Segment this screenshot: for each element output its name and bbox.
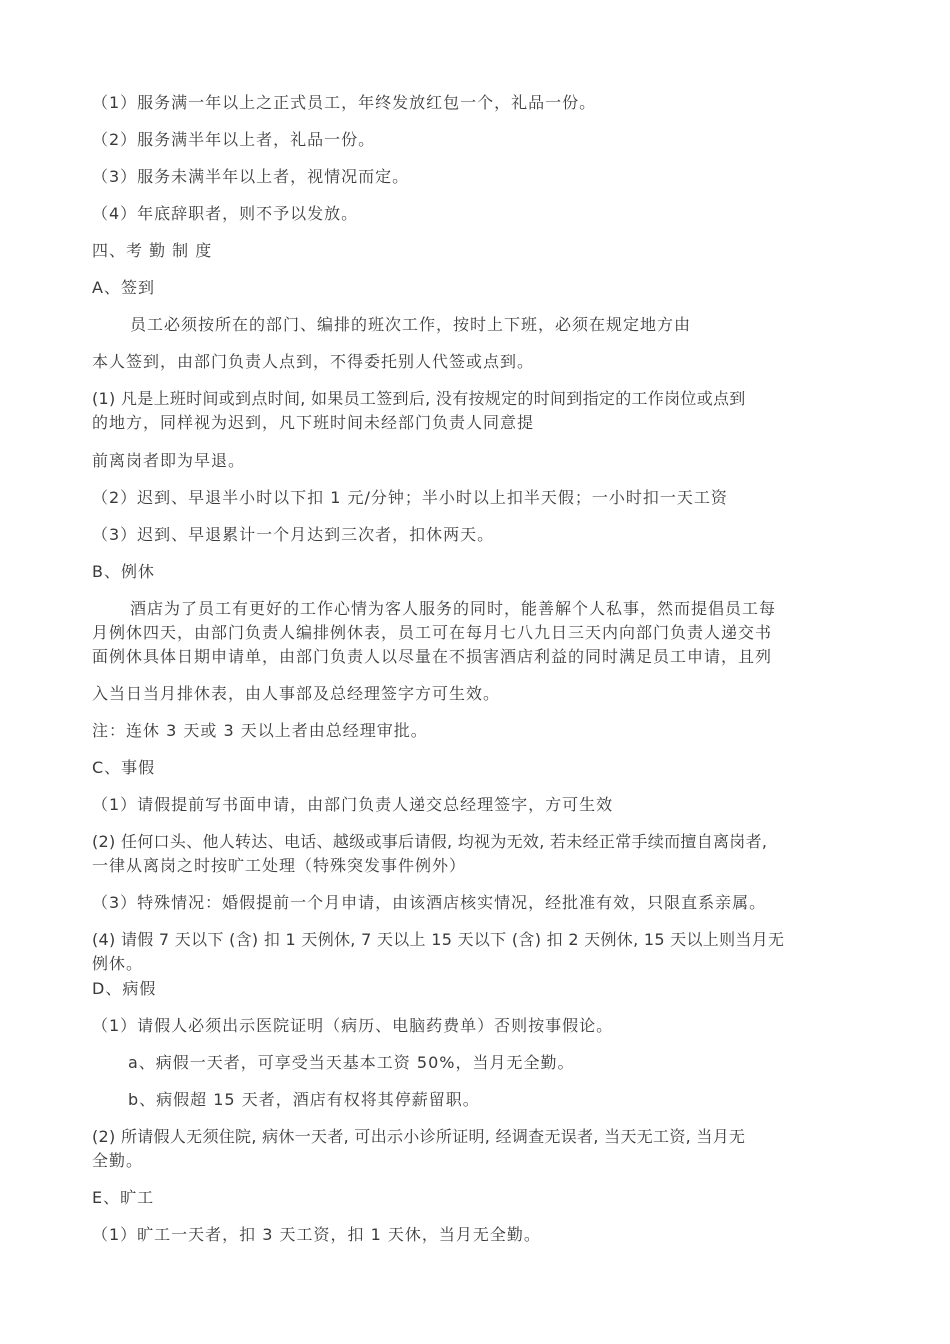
- text-line: 本人签到，由部门负责人点到，不得委托别人代签或点到。: [92, 352, 535, 371]
- text-line: 例休。: [92, 954, 144, 973]
- text-line: (4) 请假 7 天以下 (含) 扣 1 天例休, 7 天以上 15 天以下 (含) 扣 2 天例休, 15 天以上则当月无: [92, 930, 785, 949]
- text-line: 月例休四天，由部门负责人编排例休表，员工可在每月七八九日三天内向部门负责人递交书: [92, 623, 773, 642]
- subsection-heading: E、旷工: [92, 1188, 155, 1207]
- text-line: 的地方，同样视为迟到，凡下班时间未经部门负责人同意提: [92, 413, 535, 432]
- text-line: 一律从离岗之时按旷工处理（特殊突发事件例外）: [92, 856, 467, 875]
- text-line: （1）服务满一年以上之正式员工，年终发放红包一个，礼品一份。: [92, 93, 597, 112]
- note-line: 注：连休 3 天或 3 天以上者由总经理审批。: [92, 721, 428, 740]
- text-line: 全勤。: [92, 1151, 144, 1170]
- section-heading: 四、考 勤 制 度: [92, 241, 213, 260]
- text-line: 酒店为了员工有更好的工作心情为客人服务的同时，能善解个人私事，然而提倡员工每: [130, 599, 777, 618]
- text-line: （3）特殊情况：婚假提前一个月申请，由该酒店核实情况，经批准有效，只限直系亲属。: [92, 893, 767, 912]
- text-line: （1）请假人必须出示医院证明（病历、电脑药费单）否则按事假论。: [92, 1016, 614, 1035]
- text-line: (2) 所请假人无须住院, 病休一天者, 可出示小诊所证明, 经调查无误者, 当天无工资, 当月无: [92, 1127, 746, 1146]
- subsection-heading: C、事假: [92, 758, 156, 777]
- text-line: a、病假一天者，可享受当天基本工资 50%，当月无全勤。: [128, 1053, 575, 1072]
- text-line: （2）服务满半年以上者，礼品一份。: [92, 130, 376, 149]
- text-line: （1）请假提前写书面申请，由部门负责人递交总经理签字，方可生效: [92, 795, 614, 814]
- text-line: （3）服务未满半年以上者，视情况而定。: [92, 167, 410, 186]
- subsection-heading: B、例休: [92, 562, 155, 581]
- text-line: b、病假超 15 天者，酒店有权将其停薪留职。: [128, 1090, 480, 1109]
- text-line: （1）旷工一天者，扣 3 天工资，扣 1 天休，当月无全勤。: [92, 1225, 541, 1244]
- text-line: （3）迟到、早退累计一个月达到三次者，扣休两天。: [92, 525, 495, 544]
- text-line: 员工必须按所在的部门、编排的班次工作，按时上下班，必须在规定地方由: [130, 315, 692, 334]
- subsection-heading: D、病假: [92, 979, 157, 998]
- subsection-heading: A、签到: [92, 278, 155, 297]
- text-line: 面例休具体日期申请单，由部门负责人以尽量在不损害酒店利益的同时满足员工申请，且列: [92, 647, 773, 666]
- text-line: （4）年底辞职者，则不予以发放。: [92, 204, 359, 223]
- text-line: （2）迟到、早退半小时以下扣 1 元/分钟；半小时以上扣半天假；一小时扣一天工资: [92, 488, 728, 507]
- text-line: (1) 凡是上班时间或到点时间, 如果员工签到后, 没有按规定的时间到指定的工作岗位或点到: [92, 389, 746, 408]
- text-line: (2) 任何口头、他人转达、电话、越级或事后请假, 均视为无效, 若未经正常手续而擅自离岗者,: [92, 832, 768, 851]
- text-line: 前离岗者即为早退。: [92, 451, 246, 470]
- text-line: 入当日当月排休表，由人事部及总经理签字方可生效。: [92, 684, 501, 703]
